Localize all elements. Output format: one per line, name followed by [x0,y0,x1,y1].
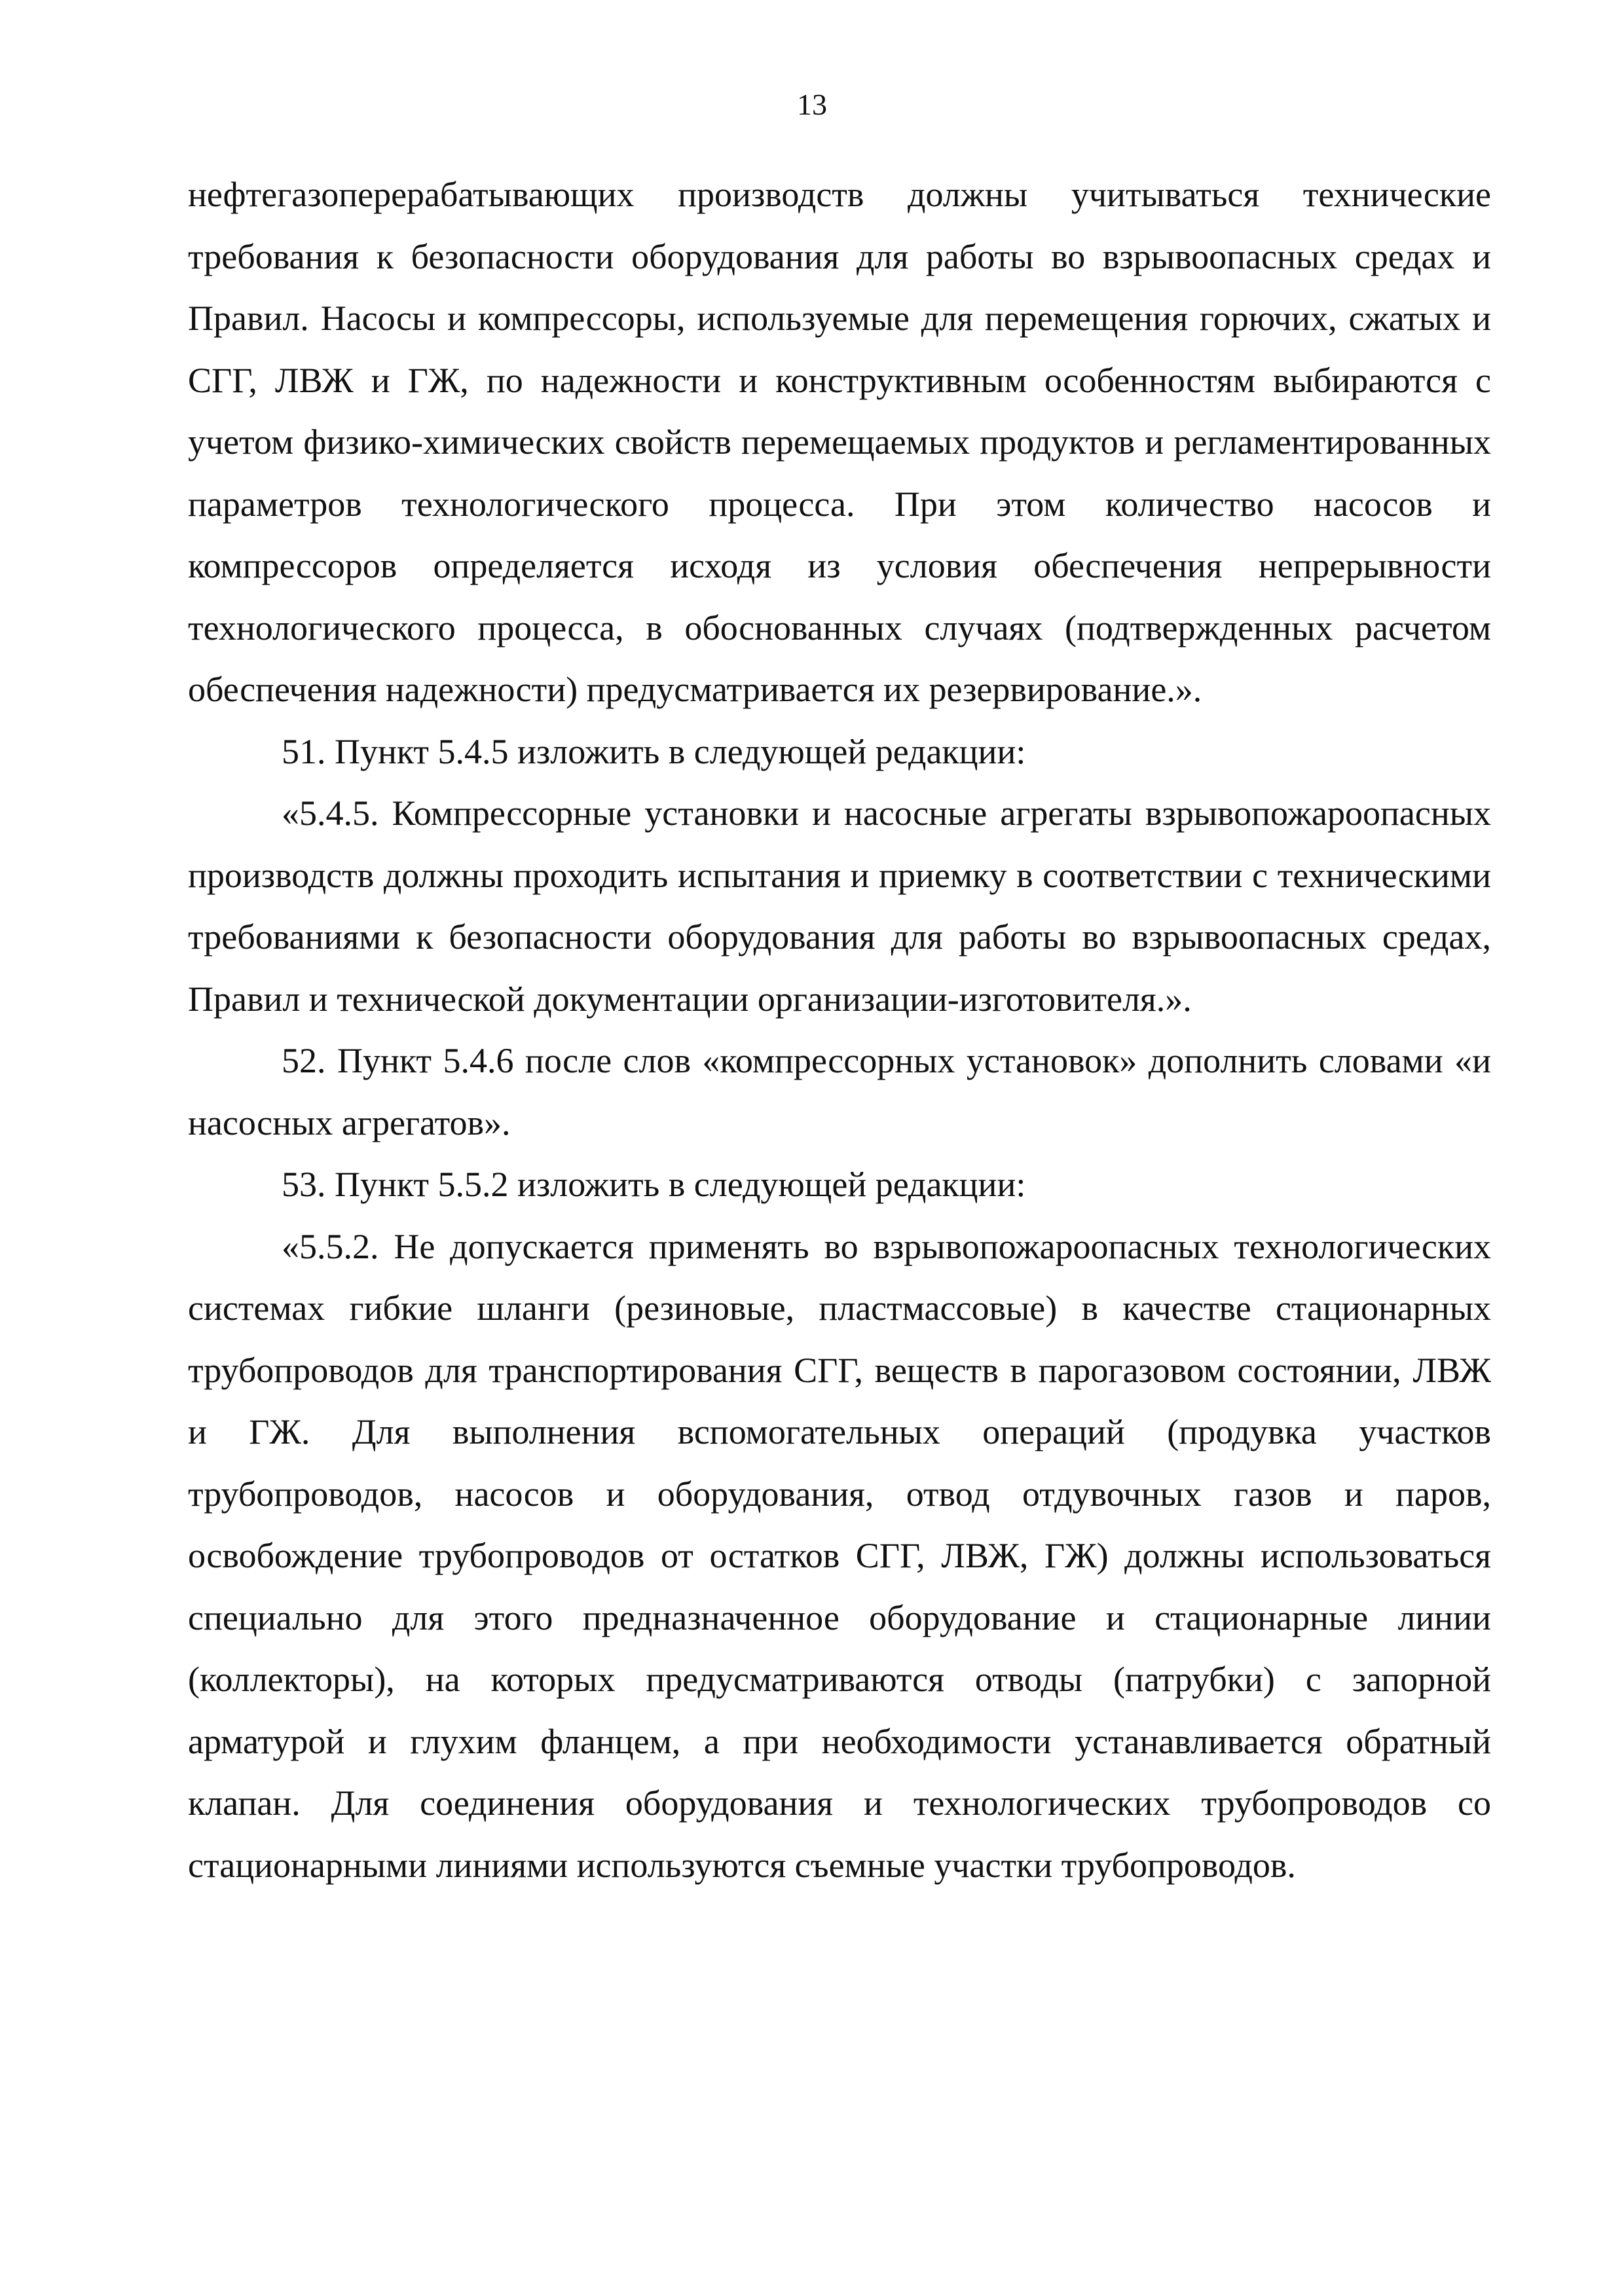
paragraph-item-51: 51. Пункт 5.4.5 изложить в следующей редакции: [282,731,1026,771]
paragraph-quote-5-4-5: «5.4.5. Компрессорные установки и насосные агрегаты взрывопожароопасных производств должны проходить испытания и приемку в соответствии с техническими требованиями к безопасности оборудования для работы во взрывоопасных средах, Правил и технической документации организации-изготовителя.». [188,793,1491,1019]
paragraph-continuation: нефтегазоперерабатывающих производств должны учитываться технические требования к безопасности оборудования для работы во взрывоопасных средах и Правил. Насосы и компрессоры, используемые для перемещения горючих, сжатых и СГГ, ЛВЖ и ГЖ, по надежности и конструктивным особенностям выбираются с учетом физико-химических свойств перемещаемых продуктов и регламентированных параметров технологического процесса. При этом количество насосов и компрессоров определяется исходя из условия обеспечения непрерывности технологического процесса, в обоснованных случаях (подтвержденных расчетом обеспечения надежности) предусматривается их резервирование.». [188,175,1491,709]
page-number: 13 [797,88,827,121]
document-body [188,164,1491,1896]
paragraph-item-52: 52. Пункт 5.4.6 после слов «компрессорных установок» дополнить словами «и насосных агрегатов». [188,1041,1491,1142]
paragraph-item-53: 53. Пункт 5.5.2 изложить в следующей редакции: [282,1165,1026,1204]
paragraph-quote-5-5-2: «5.5.2. Не допускается применять во взрывопожароопасных технологических системах гибкие шланги (резиновые, пластмассовые) в качестве стационарных трубопроводов для транспортирования СГГ, веществ в парогазовом состоянии, ЛВЖ и ГЖ. Для выполнения вспомогательных операций (продувка участков трубопроводов, насосов и оборудования, отвод отдувочных газов и паров, освобождение трубопроводов от остатков СГГ, ЛВЖ, ГЖ) должны использоваться специально для этого предназначенное оборудование и стационарные линии (коллекторы), на которых предусматриваются отводы (патрубки) с запорной арматурой и глухим фланцем, а при необходимости устанавливается обратный клапан. Для соединения оборудования и технологических трубопроводов со стационарными линиями используются съемные участки трубопроводов. [188,1226,1491,1885]
